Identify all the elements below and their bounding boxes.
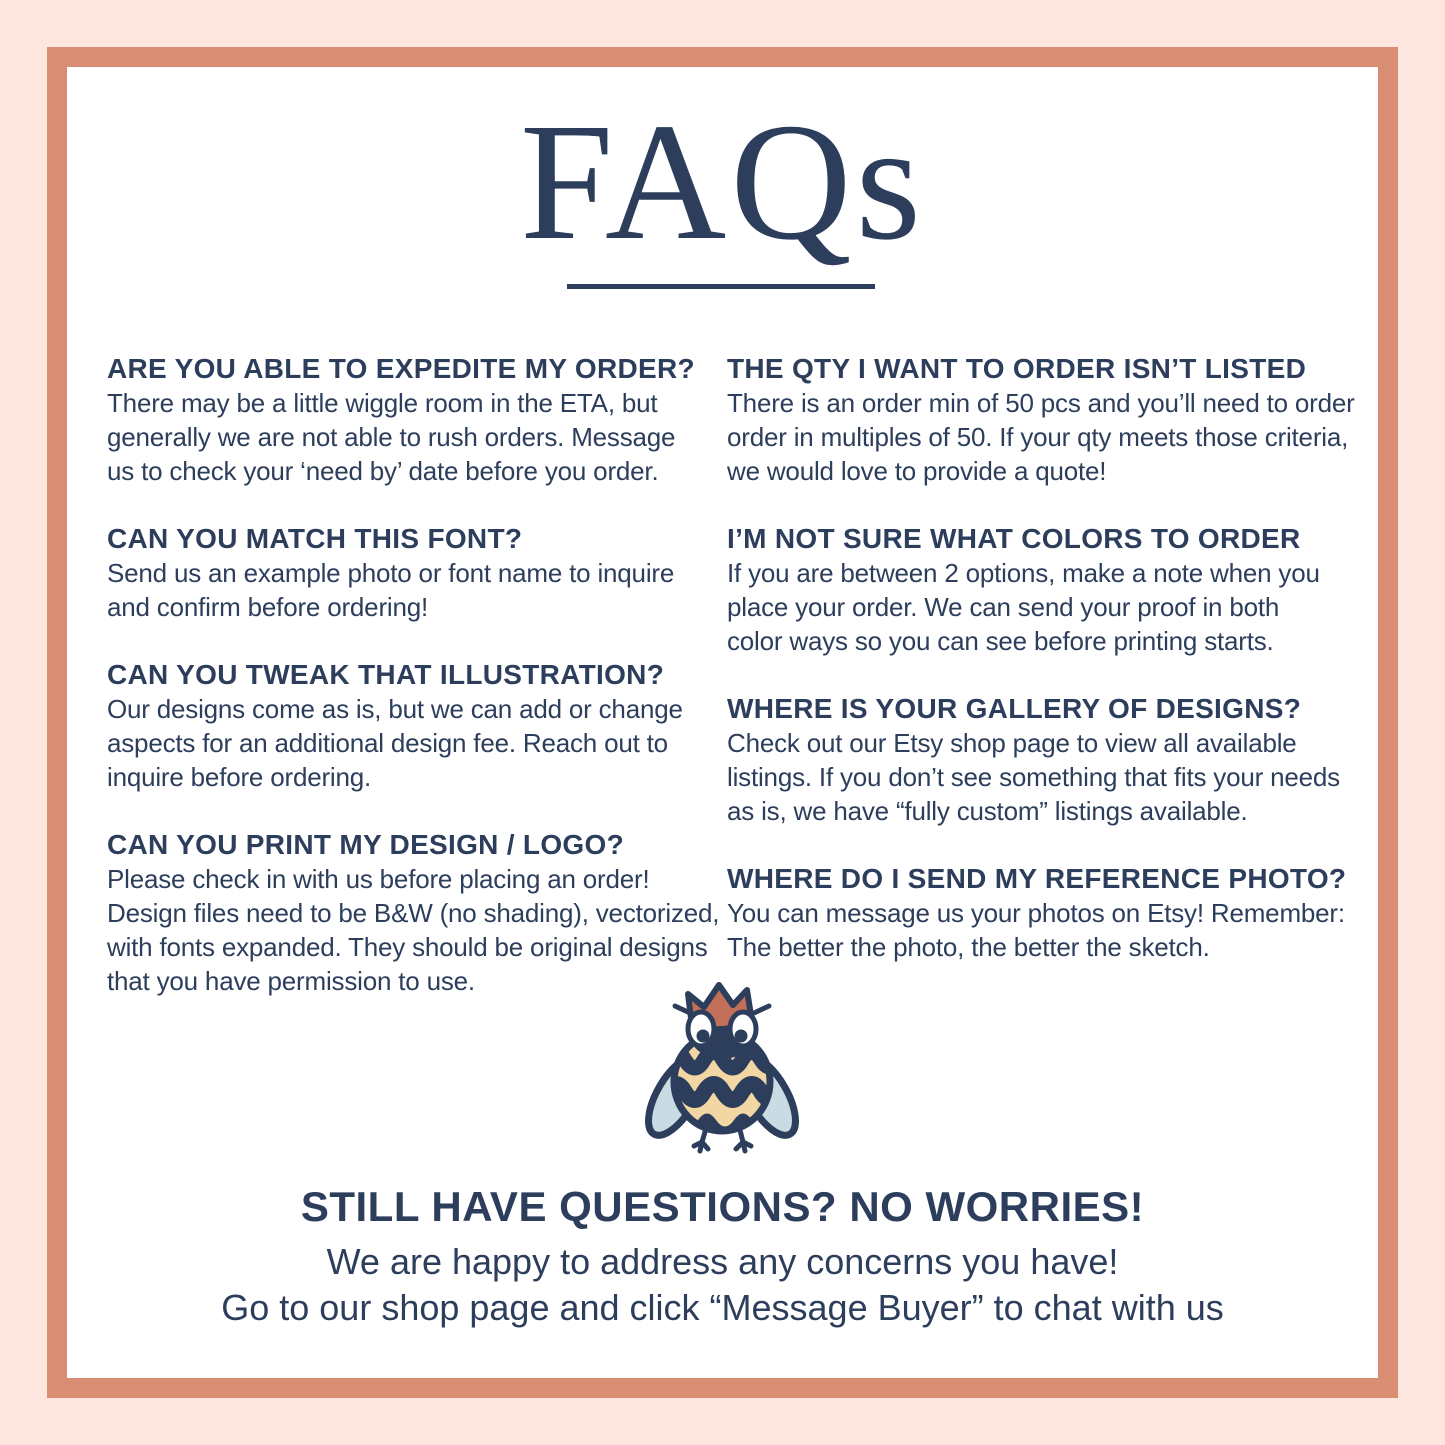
- footer: [0, 1183, 1445, 1331]
- faq-question: THE QTY I WANT TO ORDER ISN’T LISTED: [727, 353, 1307, 384]
- faq-item: [107, 658, 752, 794]
- faq-item: [107, 828, 752, 998]
- faq-item: [727, 522, 1379, 658]
- faq-answer: Our designs come as is, but we can add or change aspects for an additional design fee. Reach out to inquire before ordering.: [107, 694, 683, 792]
- faq-item: [727, 862, 1379, 964]
- faq-question: CAN YOU PRINT MY DESIGN / LOGO?: [107, 829, 624, 860]
- faq-column-left: [107, 352, 752, 1032]
- faq-answer: Please check in with us before placing an order! Design files need to be B&W (no shading), vectorized, with fonts expanded. They should be original designs that you have permission to use.: [107, 864, 720, 996]
- footer-headline: STILL HAVE QUESTIONS? NO WORRIES!: [300, 1183, 1145, 1230]
- faq-question: WHERE IS YOUR GALLERY OF DESIGNS?: [727, 693, 1302, 724]
- faq-question: WHERE DO I SEND MY REFERENCE PHOTO?: [727, 863, 1347, 894]
- faq-answer: There is an order min of 50 pcs and you’ll need to order order in multiples of 50. If your qty meets those criteria, we would love to provide a quote!: [727, 388, 1355, 486]
- faq-question: ARE YOU ABLE TO EXPEDITE MY ORDER?: [107, 353, 695, 384]
- faq-item: [727, 692, 1379, 828]
- faq-question: CAN YOU TWEAK THAT ILLUSTRATION?: [107, 659, 665, 690]
- page-title: FAQs: [520, 89, 925, 275]
- queen-bee-icon: [642, 980, 802, 1155]
- faq-question: CAN YOU MATCH THIS FONT?: [107, 523, 523, 554]
- faq-answer: Check out our Etsy shop page to view all available listings. If you don’t see something that fits your needs as is, we have “fully custom” listings available.: [727, 728, 1340, 826]
- faq-column-right: [727, 352, 1379, 998]
- faq-answer: If you are between 2 options, make a note when you place your order. We can send your proof in both color ways so you can see before printing starts.: [727, 558, 1320, 656]
- faq-item: [727, 352, 1379, 488]
- faq-answer: Send us an example photo or font name to inquire and confirm before ordering!: [107, 558, 675, 622]
- faq-answer: You can message us your photos on Etsy! Remember: The better the photo, the better the sketch.: [727, 898, 1345, 962]
- faq-question: I’M NOT SURE WHAT COLORS TO ORDER: [727, 523, 1301, 554]
- footer-cta-line: Go to our shop page and click “Message Buyer” to chat with us: [221, 1287, 1224, 1328]
- footer-subline: We are happy to address any concerns you have!: [326, 1241, 1119, 1282]
- title-underline: [567, 284, 875, 289]
- faq-item: [107, 522, 752, 624]
- faq-item: [107, 352, 752, 488]
- faq-answer: There may be a little wiggle room in the ETA, but generally we are not able to rush orders. Message us to check your ‘need by’ date before you order.: [107, 388, 676, 486]
